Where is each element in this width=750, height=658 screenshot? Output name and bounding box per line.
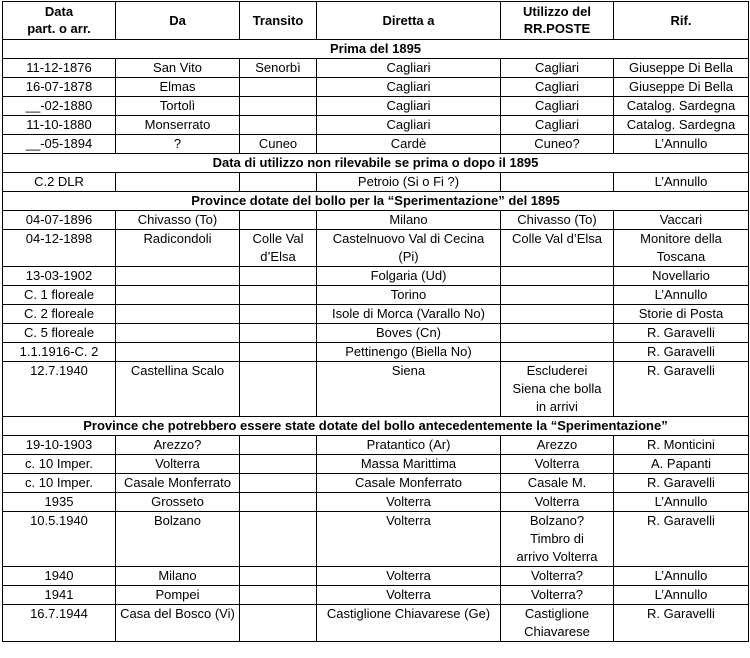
ref-cell: Giuseppe Di Bella [614, 78, 749, 97]
date-cell: C. 1 floreale [3, 286, 116, 305]
ref-cell: Storie di Posta [614, 305, 749, 324]
transit-cell [240, 605, 317, 642]
ref-cell: R. Garavelli [614, 512, 749, 567]
table-row [3, 286, 749, 305]
transit-cell [240, 567, 317, 586]
table-row [3, 173, 749, 192]
section-title: Prima del 1895 [3, 40, 749, 59]
date-cell: c. 10 Imper. [3, 455, 116, 474]
to-cell: Castiglione Chiavarese (Ge) [317, 605, 501, 642]
date-cell: 1940 [3, 567, 116, 586]
ref-cell: L’Annullo [614, 286, 749, 305]
usage-cell: Arezzo [501, 436, 614, 455]
to-cell: Casale Monferrato [317, 474, 501, 493]
usage-cell: Casale M. [501, 474, 614, 493]
section-title: Data di utilizzo non rilevabile se prima o dopo il 1895 [3, 154, 749, 173]
table-row [3, 230, 749, 267]
transit-cell [240, 474, 317, 493]
usage-cell: Cuneo? [501, 135, 614, 154]
ref-cell: R. Garavelli [614, 324, 749, 343]
date-cell: 1.1.1916-C. 2 [3, 343, 116, 362]
header-from: Da [116, 2, 240, 40]
header-transit: Transito [240, 2, 317, 40]
to-cell: Castelnuovo Val di Cecina (Pi) [317, 230, 501, 267]
to-cell: Milano [317, 211, 501, 230]
date-cell: 1941 [3, 586, 116, 605]
transit-cell [240, 78, 317, 97]
usage-cell [501, 286, 614, 305]
usage-cell [501, 343, 614, 362]
transit-cell [240, 343, 317, 362]
to-cell: Volterra [317, 586, 501, 605]
from-cell [116, 267, 240, 286]
header-row [3, 2, 749, 40]
usage-cell: Chivasso (To) [501, 211, 614, 230]
postal-cancellation-table [2, 1, 749, 642]
table-row [3, 512, 749, 567]
usage-cell: Cagliari [501, 97, 614, 116]
transit-cell [240, 97, 317, 116]
date-cell: C. 5 floreale [3, 324, 116, 343]
table-row [3, 324, 749, 343]
ref-cell: Vaccari [614, 211, 749, 230]
date-cell: C. 2 floreale [3, 305, 116, 324]
to-cell: Pratantico (Ar) [317, 436, 501, 455]
table-row [3, 436, 749, 455]
from-cell: Casa del Bosco (Vi) [116, 605, 240, 642]
usage-cell [501, 324, 614, 343]
table-row [3, 567, 749, 586]
table-row [3, 493, 749, 512]
table-row [3, 605, 749, 642]
table-row [3, 474, 749, 493]
transit-cell [240, 267, 317, 286]
header-date: Data part. o arr. [3, 2, 116, 40]
from-cell: Elmas [116, 78, 240, 97]
table-body [3, 40, 749, 642]
from-cell: Chivasso (To) [116, 211, 240, 230]
usage-cell: Volterra? [501, 586, 614, 605]
from-cell: Milano [116, 567, 240, 586]
section-header-row [3, 40, 749, 59]
section-title: Province dotate del bollo per la “Sperimentazione” del 1895 [3, 192, 749, 211]
ref-cell: L’Annullo [614, 173, 749, 192]
from-cell: Volterra [116, 455, 240, 474]
to-cell: Isole di Morca (Varallo No) [317, 305, 501, 324]
from-cell [116, 324, 240, 343]
to-cell: Cagliari [317, 78, 501, 97]
usage-cell: Volterra [501, 455, 614, 474]
ref-cell: L’Annullo [614, 567, 749, 586]
table-row [3, 97, 749, 116]
from-cell: Monserrato [116, 116, 240, 135]
date-cell: 04-12-1898 [3, 230, 116, 267]
usage-cell [501, 267, 614, 286]
usage-cell: Volterra? [501, 567, 614, 586]
from-cell: ? [116, 135, 240, 154]
ref-cell: Monitore della Toscana [614, 230, 749, 267]
from-cell: Castellina Scalo [116, 362, 240, 417]
date-cell: c. 10 Imper. [3, 474, 116, 493]
to-cell: Cardè [317, 135, 501, 154]
to-cell: Volterra [317, 493, 501, 512]
usage-cell: Castiglione Chiavarese [501, 605, 614, 642]
to-cell: Cagliari [317, 59, 501, 78]
table-row [3, 116, 749, 135]
ref-cell: R. Garavelli [614, 474, 749, 493]
to-cell: Torino [317, 286, 501, 305]
table-row [3, 305, 749, 324]
usage-cell: Escluderei Siena che bolla in arrivi [501, 362, 614, 417]
date-cell: 04-07-1896 [3, 211, 116, 230]
section-title: Province che potrebbero essere state dotate del bollo antecedentemente la “Sperimentazione” [3, 417, 749, 436]
table-row [3, 343, 749, 362]
ref-cell: R. Monticini [614, 436, 749, 455]
ref-cell: R. Garavelli [614, 362, 749, 417]
usage-cell: Bolzano? Timbro di arrivo Volterra [501, 512, 614, 567]
usage-cell: Cagliari [501, 59, 614, 78]
section-header-row [3, 154, 749, 173]
section-header-row [3, 417, 749, 436]
table-row [3, 586, 749, 605]
transit-cell [240, 493, 317, 512]
usage-cell [501, 173, 614, 192]
header-usage: Utilizzo del RR.POSTE [501, 2, 614, 40]
from-cell: Pompei [116, 586, 240, 605]
table-row [3, 267, 749, 286]
section-header-row [3, 192, 749, 211]
transit-cell [240, 455, 317, 474]
date-cell: 12.7.1940 [3, 362, 116, 417]
transit-cell: Senorbì [240, 59, 317, 78]
from-cell: San Vito [116, 59, 240, 78]
to-cell: Siena [317, 362, 501, 417]
transit-cell [240, 211, 317, 230]
ref-cell: Giuseppe Di Bella [614, 59, 749, 78]
table-row [3, 135, 749, 154]
table-row [3, 211, 749, 230]
date-cell: 16.7.1944 [3, 605, 116, 642]
usage-cell: Cagliari [501, 78, 614, 97]
to-cell: Cagliari [317, 97, 501, 116]
date-cell: 13-03-1902 [3, 267, 116, 286]
date-cell: __-05-1894 [3, 135, 116, 154]
from-cell: Casale Monferrato [116, 474, 240, 493]
usage-cell: Volterra [501, 493, 614, 512]
ref-cell: Catalog. Sardegna [614, 116, 749, 135]
ref-cell: Catalog. Sardegna [614, 97, 749, 116]
to-cell: Pettinengo (Biella No) [317, 343, 501, 362]
usage-cell [501, 305, 614, 324]
to-cell: Cagliari [317, 116, 501, 135]
usage-cell: Cagliari [501, 116, 614, 135]
table-row [3, 455, 749, 474]
date-cell: 1935 [3, 493, 116, 512]
from-cell: Grosseto [116, 493, 240, 512]
transit-cell: Colle Val d’Elsa [240, 230, 317, 267]
ref-cell: R. Garavelli [614, 343, 749, 362]
to-cell: Massa Marittima [317, 455, 501, 474]
date-cell: C.2 DLR [3, 173, 116, 192]
ref-cell: L’Annullo [614, 135, 749, 154]
transit-cell: Cuneo [240, 135, 317, 154]
date-cell: 19-10-1903 [3, 436, 116, 455]
to-cell: Volterra [317, 567, 501, 586]
ref-cell: L’Annullo [614, 493, 749, 512]
from-cell [116, 305, 240, 324]
transit-cell [240, 116, 317, 135]
ref-cell: Novellario [614, 267, 749, 286]
transit-cell [240, 586, 317, 605]
from-cell: Tortolì [116, 97, 240, 116]
transit-cell [240, 305, 317, 324]
from-cell: Bolzano [116, 512, 240, 567]
header-ref: Rif. [614, 2, 749, 40]
table-row [3, 78, 749, 97]
transit-cell [240, 362, 317, 417]
from-cell [116, 173, 240, 192]
transit-cell [240, 324, 317, 343]
date-cell: 11-12-1876 [3, 59, 116, 78]
table-row [3, 362, 749, 417]
transit-cell [240, 173, 317, 192]
date-cell: 10.5.1940 [3, 512, 116, 567]
from-cell: Arezzo? [116, 436, 240, 455]
to-cell: Petroio (Si o Fi ?) [317, 173, 501, 192]
date-cell: 11-10-1880 [3, 116, 116, 135]
transit-cell [240, 286, 317, 305]
ref-cell: A. Papanti [614, 455, 749, 474]
ref-cell: L’Annullo [614, 586, 749, 605]
date-cell: __-02-1880 [3, 97, 116, 116]
from-cell [116, 286, 240, 305]
ref-cell: R. Garavelli [614, 605, 749, 642]
usage-cell: Colle Val d’Elsa [501, 230, 614, 267]
date-cell: 16-07-1878 [3, 78, 116, 97]
transit-cell [240, 512, 317, 567]
to-cell: Folgaria (Ud) [317, 267, 501, 286]
transit-cell [240, 436, 317, 455]
to-cell: Boves (Cn) [317, 324, 501, 343]
from-cell: Radicondoli [116, 230, 240, 267]
to-cell: Volterra [317, 512, 501, 567]
from-cell [116, 343, 240, 362]
header-to: Diretta a [317, 2, 501, 40]
table-row [3, 59, 749, 78]
